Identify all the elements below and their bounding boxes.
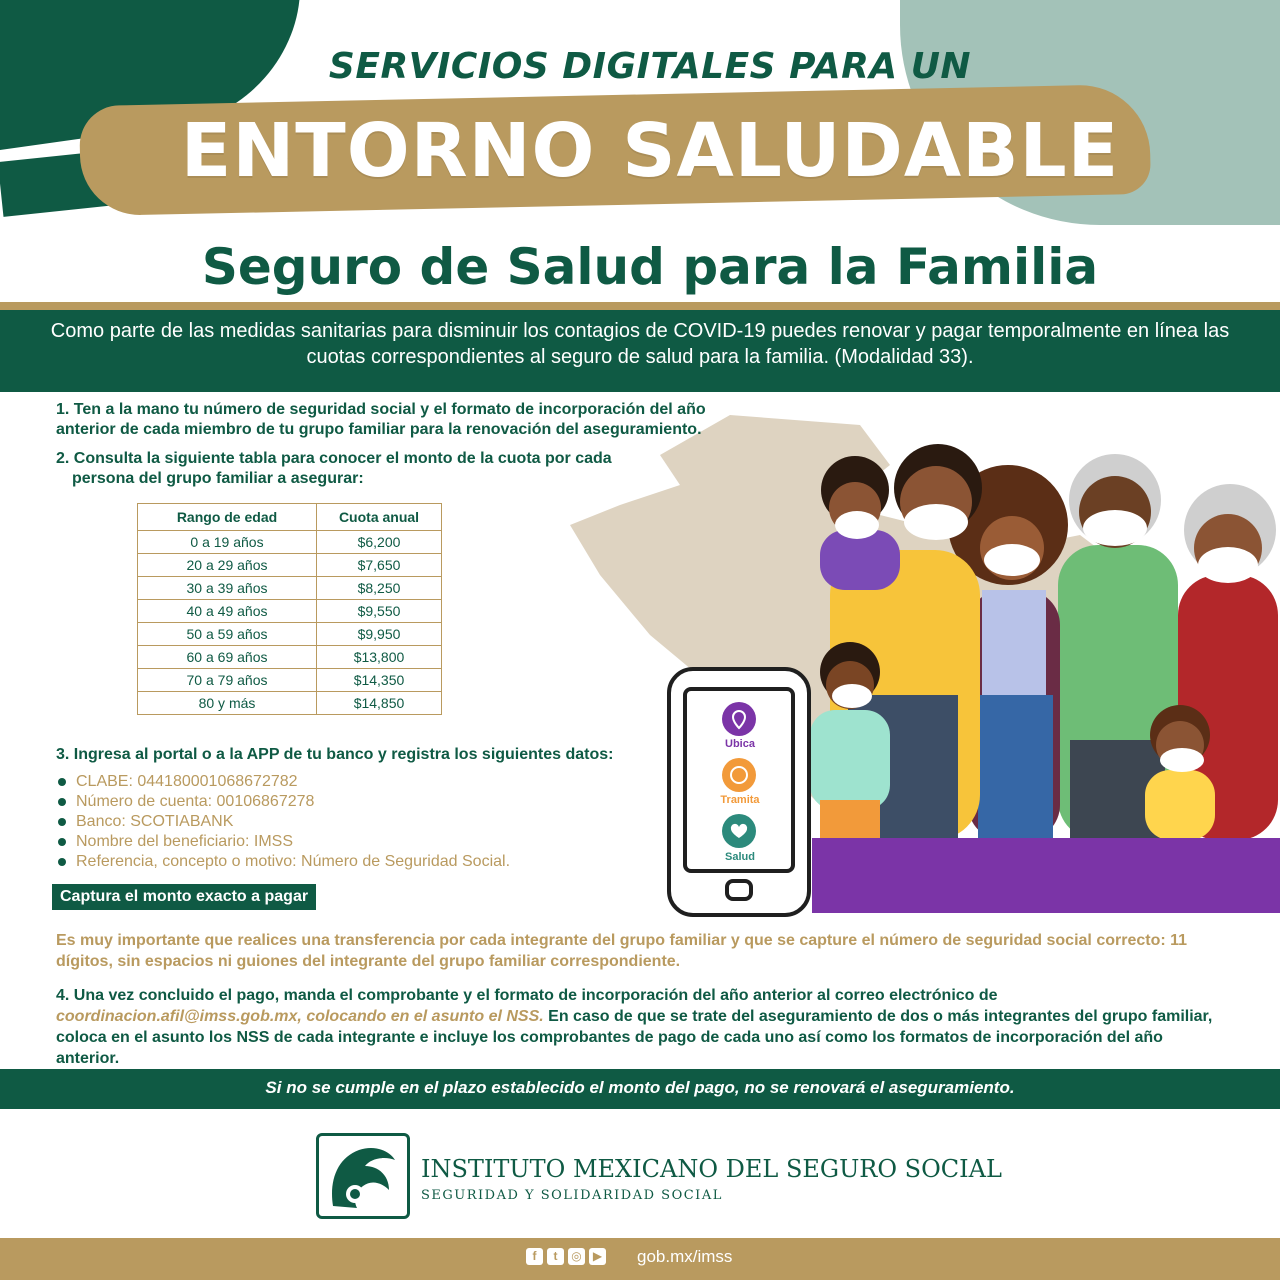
email-link[interactable]: coordinacion.afil@imss.gob.mx, colocando en el asunto el NSS.	[56, 1008, 544, 1025]
list-item-reference: Referencia, concepto o motivo: Número de Seguridad Social.	[56, 852, 510, 872]
step-1-line-1: 1. Ten a la mano tu número de seguridad social y el formato de incorporación del año	[56, 401, 706, 418]
table-row	[138, 692, 442, 715]
table-row	[138, 577, 442, 600]
table-row	[138, 531, 442, 554]
age-cell: 50 a 59 años	[138, 623, 317, 646]
step-4-intro: 4. Una vez concluido el pago, manda el comprobante y el formato de incorporación del año anterior al correo electrónico de	[56, 987, 998, 1004]
instagram-icon[interactable]: ◎	[568, 1248, 585, 1265]
step-3: 3. Ingresa al portal o a la APP de tu banco y registra los siguientes datos:	[56, 746, 614, 763]
list-item-account: Número de cuenta: 00106867278	[56, 792, 510, 812]
quota-table	[137, 503, 442, 715]
age-cell: 0 a 19 años	[138, 531, 317, 554]
app-salud-label: Salud	[725, 851, 755, 863]
intro-text: Como parte de las medidas sanitarias para disminuir los contagios de COVID-19 puedes renovar y pagar temporalmente en línea las cuotas correspondientes al seguro de salud para la familia. (Modalidad 33).	[50, 320, 1230, 368]
phone-illustration	[665, 665, 815, 920]
age-cell: 20 a 29 años	[138, 554, 317, 577]
app-ubica-label: Ubica	[725, 738, 755, 750]
divider	[0, 302, 1280, 310]
fee-cell: $6,200	[317, 531, 442, 554]
age-cell: 30 a 39 años	[138, 577, 317, 600]
table-row	[138, 623, 442, 646]
fee-cell: $9,550	[317, 600, 442, 623]
purple-band	[812, 838, 1280, 913]
eagle-emblem-icon	[319, 1136, 407, 1216]
list-item-bank: Banco: SCOTIABANK	[56, 812, 510, 832]
header-title: ENTORNO SALUDABLE	[180, 108, 1120, 194]
youtube-icon[interactable]: ▶	[589, 1248, 606, 1265]
bank-details-list	[56, 772, 510, 872]
header-line-1: SERVICIOS DIGITALES PARA UN	[328, 46, 972, 87]
fee-cell: $7,650	[317, 554, 442, 577]
header-annual-fee: Cuota anual	[317, 504, 442, 531]
institution-motto: SEGURIDAD Y SOLIDARIDAD SOCIAL	[421, 1188, 723, 1203]
table-row	[138, 669, 442, 692]
facebook-icon[interactable]: f	[526, 1248, 543, 1265]
table-row	[138, 646, 442, 669]
list-item-beneficiary: Nombre del beneficiario: IMSS	[56, 832, 510, 852]
step-4-detail: En caso de que se trate del aseguramiento de dos o más integrantes del grupo familiar, coloca en el asunto los NSS de cada integrante e incluye los comprobantes de pago de cada uno así como los formatos de incorporación del año anterior.	[56, 1008, 1213, 1067]
page-subtitle: Seguro de Salud para la Familia	[201, 238, 1099, 296]
table-row	[138, 600, 442, 623]
family-illustration	[800, 440, 1280, 840]
fee-cell: $8,250	[317, 577, 442, 600]
twitter-icon[interactable]: t	[547, 1248, 564, 1265]
age-cell: 60 a 69 años	[138, 646, 317, 669]
fee-cell: $14,350	[317, 669, 442, 692]
imss-logo	[316, 1133, 410, 1219]
table-row	[138, 554, 442, 577]
app-tramita-label: Tramita	[720, 794, 760, 806]
step-2-line-2: persona del grupo familiar a asegurar:	[72, 470, 364, 487]
age-cell: 80 y más	[138, 692, 317, 715]
step-2-line-1: 2. Consulta la siguiente tabla para conocer el monto de la cuota por cada	[56, 450, 612, 467]
institution-name: INSTITUTO MEXICANO DEL SEGURO SOCIAL	[421, 1155, 1002, 1183]
fee-cell: $14,850	[317, 692, 442, 715]
age-cell: 40 a 49 años	[138, 600, 317, 623]
list-item-clabe: CLABE: 044180001068672782	[56, 772, 510, 792]
warning-text: Si no se cumple en el plazo establecido el monto del pago, no se renovará el aseguramiento.	[265, 1078, 1015, 1097]
capture-label: Captura el monto exacto a pagar	[52, 884, 316, 910]
footer-url[interactable]: gob.mx/imss	[637, 1247, 733, 1266]
important-note: Es muy importante que realices una transferencia por cada integrante del grupo familiar y que se capture el número de seguridad social correcto: 11 dígitos, sin espacios ni guiones del integrante del grupo familiar correspondiente.	[56, 932, 1188, 970]
age-cell: 70 a 79 años	[138, 669, 317, 692]
step-4	[56, 985, 1226, 1069]
social-icons	[526, 1248, 610, 1266]
table-header-row	[138, 504, 442, 531]
step-1-line-2: anterior de cada miembro de tu grupo familiar para la renovación del aseguramiento.	[56, 421, 702, 438]
header-age-range: Rango de edad	[138, 504, 317, 531]
fee-cell: $13,800	[317, 646, 442, 669]
fee-cell: $9,950	[317, 623, 442, 646]
